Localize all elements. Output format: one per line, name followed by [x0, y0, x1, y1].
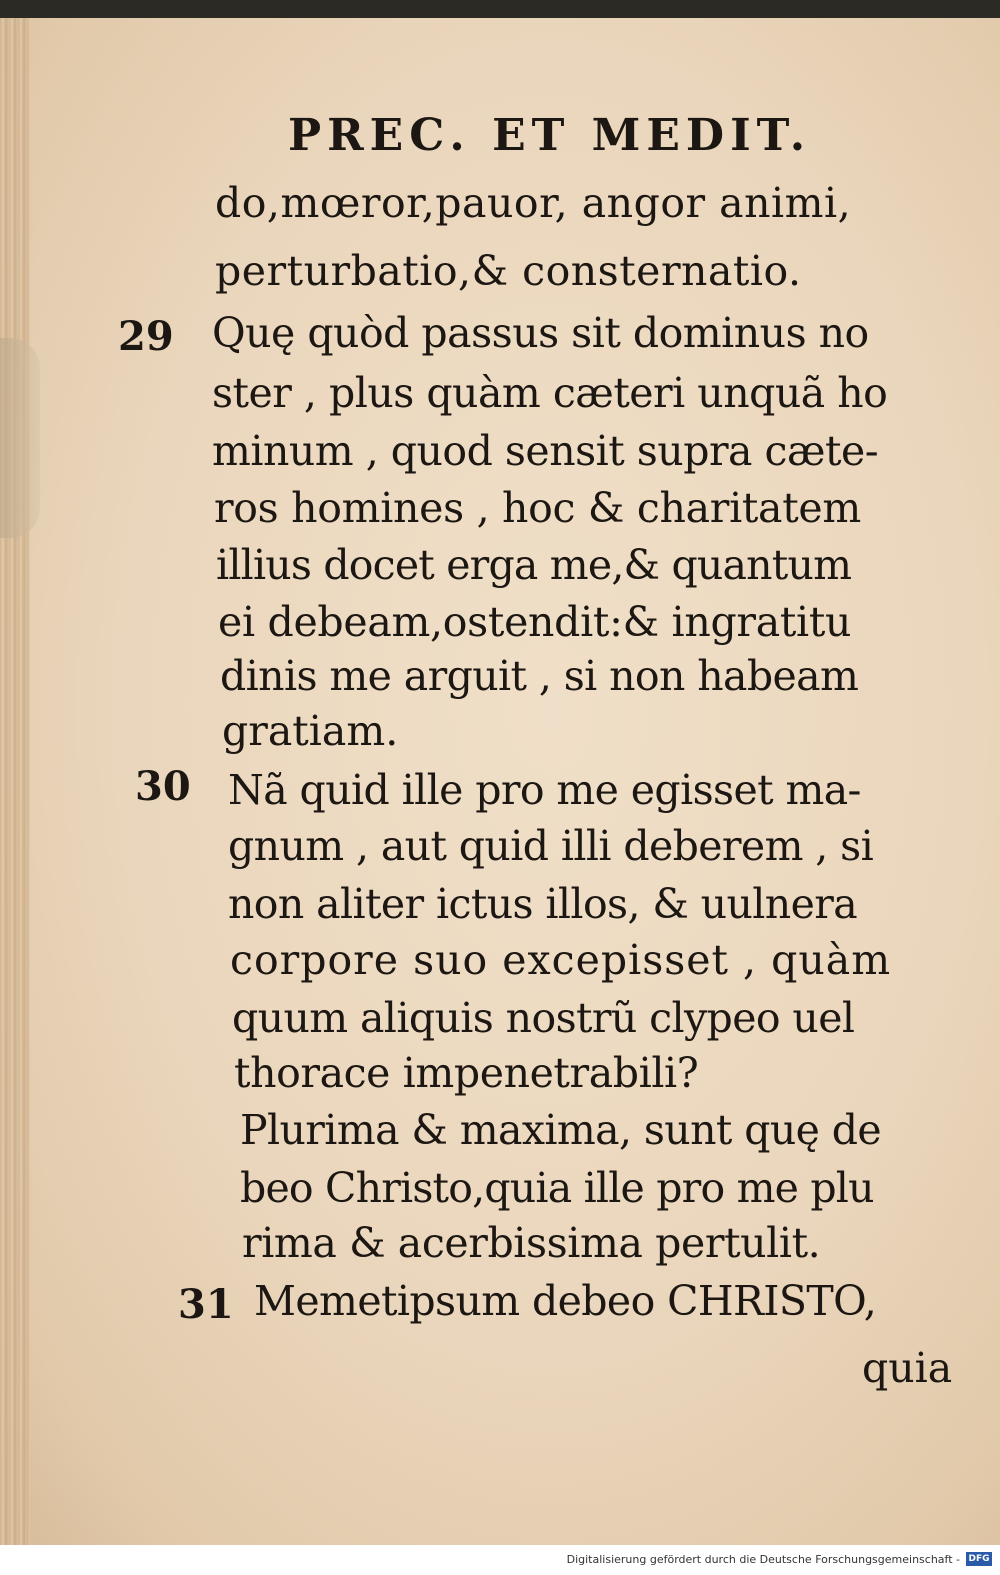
text-line: quum aliquis nostrũ clypeo uel — [232, 994, 855, 1042]
show-through-mark — [150, 508, 210, 548]
text-line: thorace impenetrabili? — [234, 1049, 699, 1097]
text-line: Memetipsum debeo CHRISTO, — [254, 1277, 877, 1325]
text-line: gnum , aut quid illi deberem , si — [228, 822, 874, 870]
dfg-logo: DFG — [966, 1552, 992, 1566]
book-page — [0, 18, 1000, 1545]
text-line: beo Christo,quia ille pro me plu — [240, 1164, 874, 1212]
funding-credit: Digitalisierung gefördert durch die Deutsche Forschungsgemeinschaft - — [566, 1553, 960, 1566]
text-line: Plurima & maxima, sunt quę de — [240, 1106, 882, 1154]
text-line: rima & acerbissima pertulit. — [242, 1219, 821, 1267]
text-line: do,mœror,pauor, angor animi, — [215, 179, 852, 227]
verse-number-31: 31 — [178, 1281, 234, 1328]
text-line: corpore suo excepisset , quàm — [230, 936, 892, 984]
text-line: minum , quod sensit supra cæte- — [212, 427, 879, 475]
text-line: ros homines , hoc & charitatem — [214, 484, 861, 532]
text-line: non aliter ictus illos, & uulnera — [228, 880, 858, 928]
verse-number-30: 30 — [135, 763, 191, 810]
catchword: quia — [862, 1344, 953, 1392]
page-edge-stack — [0, 18, 30, 1545]
text-line: dinis me arguit , si non habeam — [220, 652, 859, 700]
text-line: Quę quòd passus sit dominus no — [212, 309, 869, 357]
text-line: gratiam. — [222, 707, 399, 755]
text-line: perturbatio,& consternatio. — [215, 247, 802, 295]
text-line: ster , plus quàm cæteri unquã ho — [212, 369, 888, 417]
text-line: illius docet erga me,& quantum — [216, 541, 852, 589]
running-header: PREC. ET MEDIT. — [288, 110, 812, 161]
text-line: ei debeam,ostendit:& ingratitu — [218, 598, 852, 646]
verse-number-29: 29 — [118, 313, 174, 360]
binding-shadow — [0, 338, 40, 538]
text-line: Nã quid ille pro me egisset ma- — [228, 766, 861, 814]
